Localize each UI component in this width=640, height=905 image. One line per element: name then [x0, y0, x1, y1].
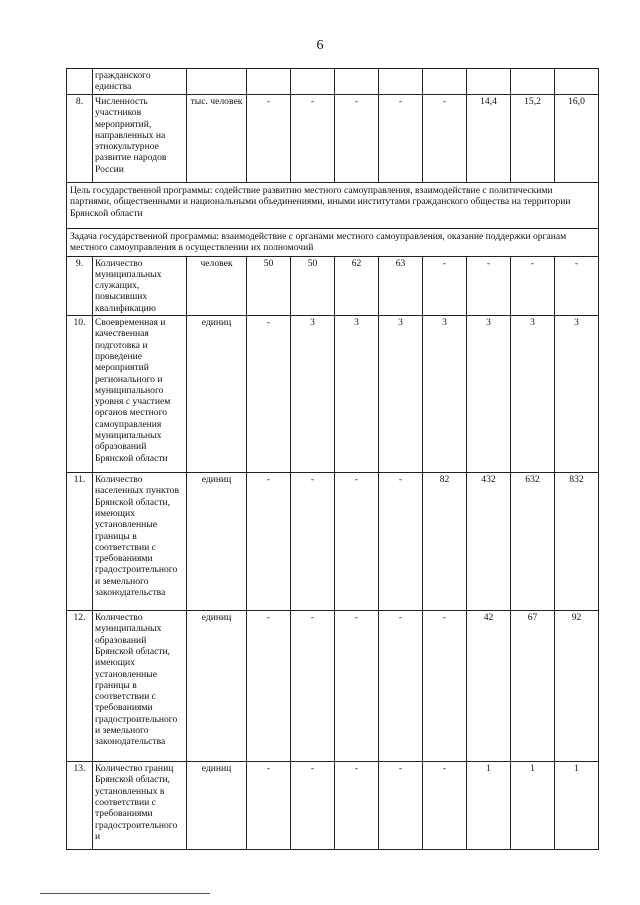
value-cell: - — [555, 256, 599, 315]
value-cell — [467, 69, 511, 95]
table-row — [67, 256, 599, 315]
indicator-name: Своевременная и качественная подготовка и проведение мероприятий регионального и муниципального уровня с участием органов местного самоуправления муниципальных образований Брянской области — [93, 316, 187, 473]
table-row — [67, 316, 599, 473]
row-number: 10. — [67, 316, 93, 473]
section-heading-row — [67, 183, 599, 229]
value-cell: - — [423, 762, 467, 850]
value-cell: 1 — [555, 762, 599, 850]
table-row — [67, 473, 599, 611]
value-cell: 3 — [555, 316, 599, 473]
value-cell: - — [423, 611, 467, 762]
unit-of-measure: единиц — [187, 611, 247, 762]
value-cell: - — [423, 95, 467, 183]
section-heading: Задача государственной программы: взаимодействие с органами местного самоуправления, оказание поддержки органам местного самоуправления в осуществлении их полномочий — [67, 229, 599, 257]
value-cell: - — [247, 95, 291, 183]
value-cell: 92 — [555, 611, 599, 762]
indicator-name: гражданского единства — [93, 69, 187, 95]
unit-of-measure: единиц — [187, 473, 247, 611]
page-number: 6 — [316, 38, 324, 53]
value-cell — [247, 69, 291, 95]
unit-of-measure — [187, 69, 247, 95]
row-number: 13. — [67, 762, 93, 850]
value-cell: - — [511, 256, 555, 315]
value-cell — [291, 69, 335, 95]
value-cell: - — [247, 473, 291, 611]
value-cell: 14,4 — [467, 95, 511, 183]
row-number: 8. — [67, 95, 93, 183]
value-cell: - — [247, 762, 291, 850]
table-row — [67, 69, 599, 95]
value-cell: - — [247, 611, 291, 762]
row-number — [67, 69, 93, 95]
value-cell: - — [379, 611, 423, 762]
indicators-table — [66, 68, 599, 850]
indicator-name: Количество населенных пунктов Брянской области, имеющих установленные границы в соответствии с требованиями градостроительного и земельного законодательства — [93, 473, 187, 611]
table-row — [67, 95, 599, 183]
unit-of-measure: единиц — [187, 762, 247, 850]
value-cell: - — [335, 611, 379, 762]
value-cell: 63 — [379, 256, 423, 315]
value-cell: 632 — [511, 473, 555, 611]
value-cell: - — [379, 95, 423, 183]
value-cell: 82 — [423, 473, 467, 611]
value-cell: - — [291, 95, 335, 183]
value-cell: 50 — [291, 256, 335, 315]
value-cell — [335, 69, 379, 95]
value-cell: - — [379, 473, 423, 611]
value-cell — [423, 69, 467, 95]
unit-of-measure: человек — [187, 256, 247, 315]
indicator-name: Количество муниципальных служащих, повысивших квалификацию — [93, 256, 187, 315]
value-cell: 16,0 — [555, 95, 599, 183]
value-cell: 62 — [335, 256, 379, 315]
unit-of-measure: тыс. человек — [187, 95, 247, 183]
indicator-name: Численность участников мероприятий, направленных на этнокультурное развитие народов России — [93, 95, 187, 183]
value-cell: 3 — [291, 316, 335, 473]
value-cell: - — [335, 762, 379, 850]
value-cell — [555, 69, 599, 95]
section-heading: Цель государственной программы: содействие развитию местного самоуправления, взаимодействие с политическими партиями, общественными и национальными объединениями, иными институтами гражданского общества на территории Брянской области — [67, 183, 599, 229]
row-number: 12. — [67, 611, 93, 762]
value-cell: 50 — [247, 256, 291, 315]
indicator-name: Количество границ Брянской области, установленных в соответствии с требованиями градостроительного и — [93, 762, 187, 850]
value-cell: - — [379, 762, 423, 850]
footer-line — [40, 893, 210, 894]
row-number: 11. — [67, 473, 93, 611]
section-heading-row — [67, 229, 599, 257]
unit-of-measure: единиц — [187, 316, 247, 473]
table-body — [67, 69, 599, 850]
table-row — [67, 611, 599, 762]
value-cell: 1 — [511, 762, 555, 850]
value-cell: 15,2 — [511, 95, 555, 183]
value-cell: 3 — [423, 316, 467, 473]
value-cell: - — [423, 256, 467, 315]
table-row — [67, 762, 599, 850]
value-cell: - — [335, 95, 379, 183]
value-cell: 3 — [511, 316, 555, 473]
value-cell — [511, 69, 555, 95]
indicator-name: Количество муниципальных образований Брянской области, имеющих установленные границы в соответствии с требованиями градостроительного и земельного законодательства — [93, 611, 187, 762]
value-cell: 432 — [467, 473, 511, 611]
value-cell: 3 — [379, 316, 423, 473]
value-cell: - — [467, 256, 511, 315]
value-cell: - — [291, 611, 335, 762]
value-cell: 3 — [467, 316, 511, 473]
row-number: 9. — [67, 256, 93, 315]
value-cell — [379, 69, 423, 95]
value-cell: 1 — [467, 762, 511, 850]
value-cell: 42 — [467, 611, 511, 762]
value-cell: 67 — [511, 611, 555, 762]
value-cell: 3 — [335, 316, 379, 473]
value-cell: - — [291, 473, 335, 611]
value-cell: 832 — [555, 473, 599, 611]
value-cell: - — [291, 762, 335, 850]
value-cell: - — [335, 473, 379, 611]
value-cell: - — [247, 316, 291, 473]
